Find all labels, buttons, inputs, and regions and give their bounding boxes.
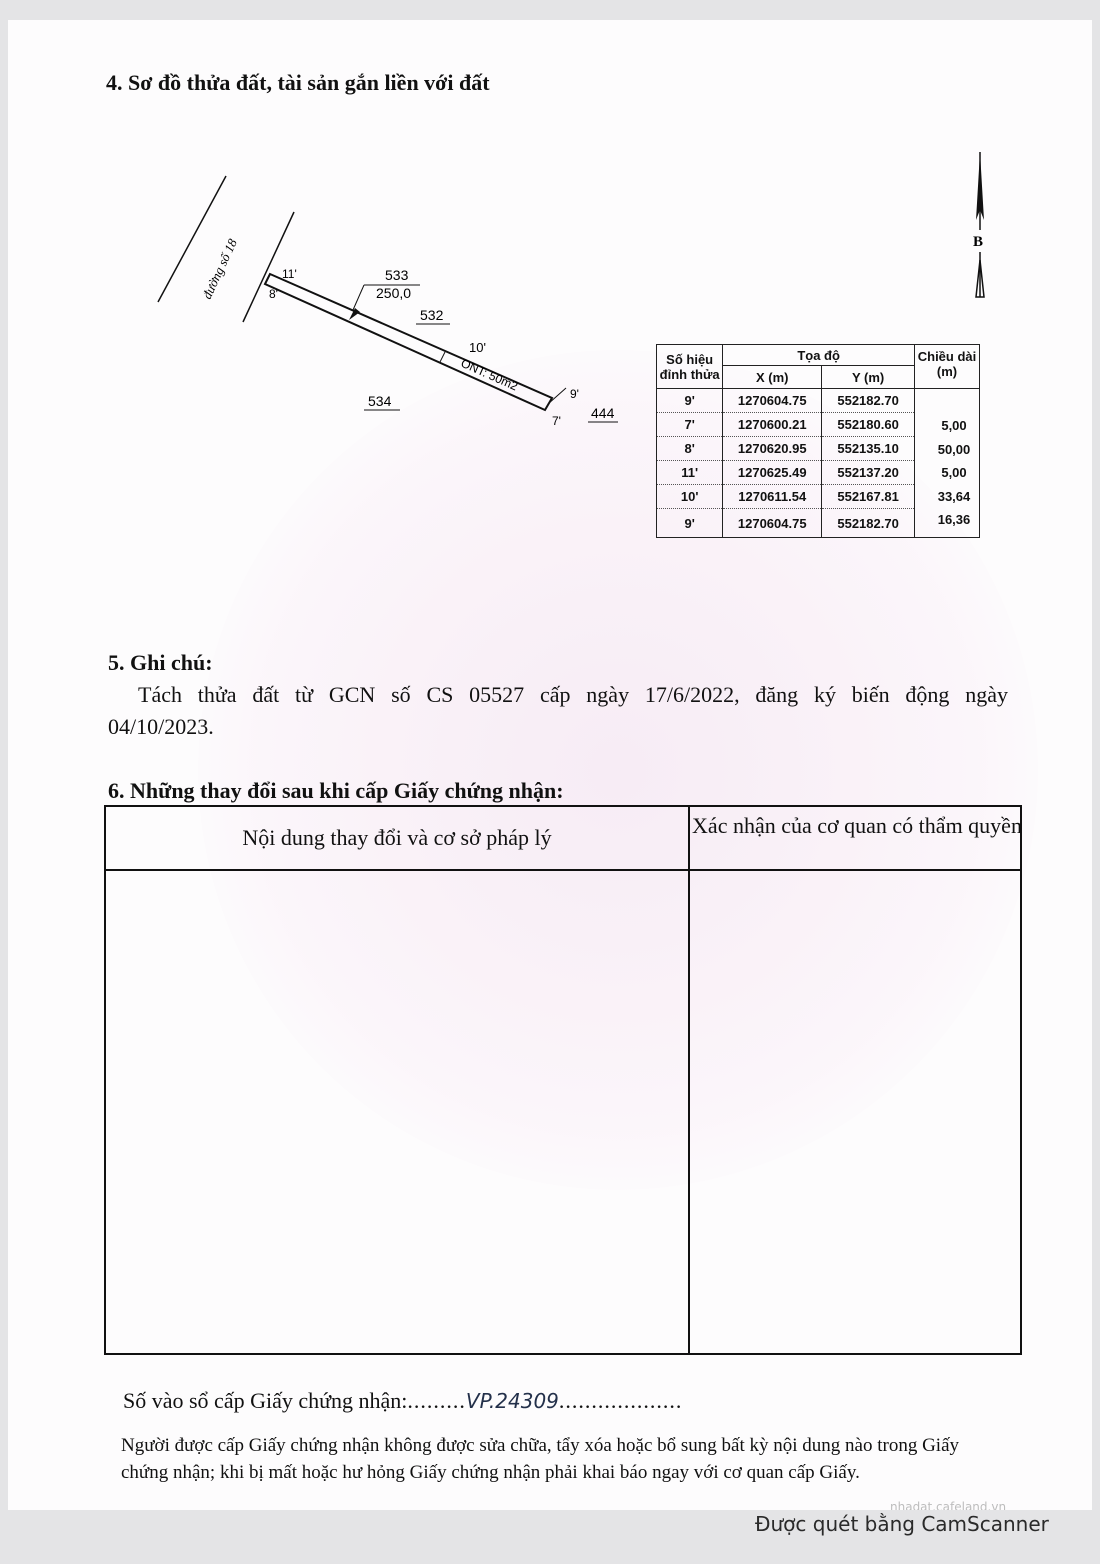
length-value: 5,00 bbox=[941, 418, 967, 433]
parcel-532: 532 bbox=[420, 307, 444, 323]
road-label: đường số 18 bbox=[199, 236, 241, 302]
north-label: B bbox=[973, 234, 984, 250]
length-value: 33,64 bbox=[937, 488, 971, 504]
area-533: 250,0 bbox=[376, 285, 412, 301]
north-arrow-icon bbox=[968, 152, 994, 322]
vertex-7: 7' bbox=[552, 414, 561, 428]
vertex-10: 10' bbox=[469, 340, 486, 355]
parcel-534: 534 bbox=[368, 393, 392, 409]
length-value: 50,00 bbox=[937, 441, 971, 457]
coord-row: 8' 1270620.95 552135.10 bbox=[657, 437, 980, 461]
leader-533 bbox=[353, 285, 364, 310]
section5-title: 5. Ghi chú: bbox=[108, 650, 213, 675]
site-watermark: nhadat.cafeland.vn bbox=[890, 1500, 1007, 1510]
coord-row: 9' 1270604.75 552182.70 bbox=[657, 389, 980, 413]
parcel-444: 444 bbox=[591, 405, 615, 421]
header-length: Chiều dài (m) bbox=[914, 345, 979, 389]
column-divider bbox=[688, 807, 690, 1353]
parcel-diagram bbox=[148, 170, 628, 440]
section6-title: 6. Những thay đổi sau khi cấp Giấy chứng nhận: bbox=[108, 778, 564, 803]
coord-row: 7' 1270600.21 552180.60 bbox=[657, 413, 980, 437]
land-use-label: ONT: 50m2 bbox=[458, 355, 520, 394]
vertex-8: 8' bbox=[269, 287, 278, 301]
coord-row: 9' 1270604.75 552182.70 bbox=[657, 509, 980, 538]
changes-table bbox=[104, 805, 1022, 1355]
registration-line: Số vào sổ cấp Giấy chứng nhận:.........VP.24309................... bbox=[123, 1388, 683, 1413]
header-vertex: Số hiệu đỉnh thửa bbox=[657, 345, 723, 389]
registration-label: Số vào sổ cấp Giấy chứng nhận: bbox=[123, 1388, 408, 1413]
note-line-2: 04/10/2023. bbox=[108, 714, 214, 739]
coord-row: 11' 1270625.49 552137.20 bbox=[657, 461, 980, 485]
col-changes-header: Nội dung thay đổi và cơ sở pháp lý bbox=[242, 825, 552, 850]
header-y: Y (m) bbox=[822, 366, 915, 389]
note-line-1: Tách thửa đất từ GCN số CS 05527 cấp ngày 17/6/2022, đăng ký biến động ngày bbox=[138, 682, 1008, 707]
vertex-9: 9' bbox=[570, 387, 579, 401]
notice-text: Người được cấp Giấy chứng nhận không được sửa chữa, tẩy xóa hoặc bổ sung bất kỳ nội dung nào trong Giấy chứng nhận; khi bị mất hoặc hư hỏng Giấy chứng nhận phải khai báo ngay với cơ quan cấp Giấy. bbox=[121, 1435, 960, 1483]
registration-number: VP.24309 bbox=[465, 1389, 559, 1413]
length-value: 16,36 bbox=[937, 512, 971, 527]
length-value: 5,00 bbox=[941, 465, 967, 480]
parcel-split bbox=[440, 352, 445, 362]
coord-row: 10' 1270611.54 552167.81 bbox=[657, 485, 980, 509]
length-column bbox=[930, 418, 978, 536]
leader-9 bbox=[548, 388, 566, 404]
header-x: X (m) bbox=[723, 366, 822, 389]
document-page bbox=[8, 20, 1092, 1510]
col-confirmation-header: Xác nhận của cơ quan có thẩm quyền bbox=[692, 813, 1022, 838]
header-coords: Tọa độ bbox=[723, 345, 915, 366]
section4-title: 4. Sơ đồ thửa đất, tài sản gắn liền với đất bbox=[106, 70, 490, 95]
parcel-533: 533 bbox=[385, 267, 409, 283]
scanner-credit: Được quét bằng CamScanner bbox=[755, 1512, 1049, 1536]
vertex-11: 11' bbox=[282, 267, 297, 281]
